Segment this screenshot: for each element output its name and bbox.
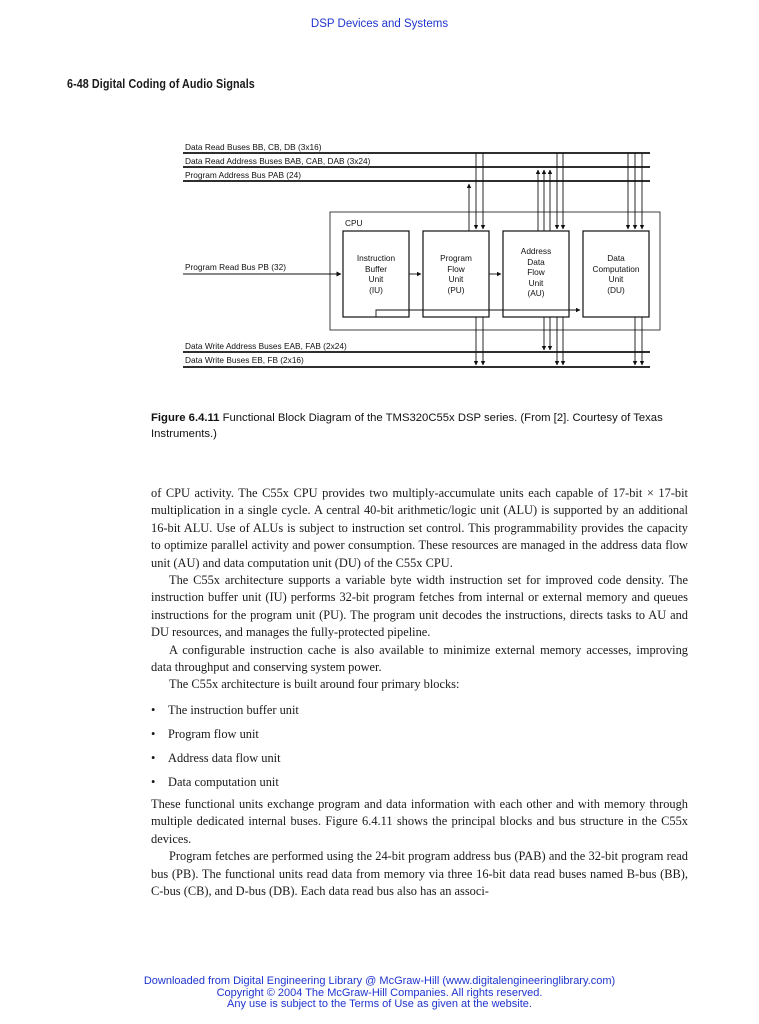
paragraph: A configurable instruction cache is also available to minimize external memory accesses, improving data throughput and conserving system power.: [151, 642, 688, 675]
paragraph: of CPU activity. The C55x CPU provides two multiply-accumulate units each capable of 17-bit × 17-bit multiplication in a single cycle. A central 40-bit arithmetic/logic unit (ALU) is supported by an additional 16-bit ALU. Use of ALUs is subject to instruction set control. This programmability provides the capacity to optimize parallel activity and power consumption. These resources are managed in the address data flow unit (AU) and data computation unit (DU) of the C55x CPU.: [151, 486, 688, 570]
footer-line[interactable]: Downloaded from Digital Engineering Library @ McGraw-Hill (www.digitalengineeringlibrary.com): [143, 975, 616, 987]
list-item: • Program flow unit: [151, 726, 259, 741]
block-diagram: [0, 0, 759, 400]
block-diagram-drawing: [0, 0, 759, 400]
footer[interactable]: [0, 976, 759, 1011]
paragraph: The C55x architecture supports a variable byte width instruction set for improved code density. The instruction buffer unit (IU) performs 32-bit program fetches from internal or external memory and queues instructions for the program unit (PU). The program unit decodes the instructions, directs tasks to AU and DU resources, and manages the fully-protected pipeline.: [151, 573, 688, 640]
footer-line: Copyright © 2004 The McGraw-Hill Companies. All rights reserved.: [216, 986, 543, 999]
figure-caption: [151, 410, 688, 442]
unit-au-label: Address Data Flow Unit (AU): [520, 246, 552, 298]
label-cpu: CPU: [345, 218, 363, 228]
paragraph: These functional units exchange program and data information with each other and with memory through multiple dedicated internal buses. Figure 6.4.11 shows the principal blocks and bus structure in the C55x devices.: [151, 796, 688, 846]
figure-caption-text: Functional Block Diagram of the TMS320C55x DSP series. (From [2]. Courtesy of Texas Instruments.): [151, 412, 663, 440]
label-program-read-bus: Program Read Bus PB (32): [185, 262, 286, 272]
unit-du-label: Data Computation Unit (DU): [592, 253, 640, 295]
bullet-list: [151, 698, 688, 794]
label-data-read-address-buses: Data Read Address Buses BAB, CAB, DAB (3x24): [185, 156, 371, 166]
body-text: [151, 485, 688, 900]
footer-line: Any use is subject to the Terms of Use as given at the website.: [227, 998, 532, 1011]
label-data-write-address-buses: Data Write Address Buses EAB, FAB (2x24): [185, 341, 347, 351]
label-data-write-buses: Data Write Buses EB, FB (2x16): [185, 355, 304, 365]
unit-pu-label: Program Flow Unit (PU): [440, 253, 472, 295]
label-data-read-buses: Data Read Buses BB, CB, DB (3x16): [185, 142, 322, 152]
list-item: • The instruction buffer unit: [151, 702, 299, 717]
list-item: • Address data flow unit: [151, 750, 281, 765]
top-link[interactable]: DSP Devices and Systems: [310, 18, 449, 30]
label-program-address-bus: Program Address Bus PAB (24): [185, 170, 302, 180]
figure-caption-label: Figure 6.4.11: [151, 412, 220, 424]
paragraph: Program fetches are performed using the 24-bit program address bus (PAB) and the 32-bit program read bus (PB). The functional units read data from memory via three 16-bit data read buses named B-bus (BB), C-bus (CB), and D-bus (DB). Each data read bus also has an associ-: [151, 849, 688, 898]
list-item: • Data computation unit: [151, 774, 279, 789]
unit-iu-label: Instruction Buffer Unit (IU): [356, 253, 396, 295]
paragraph: The C55x architecture is built around four primary blocks:: [169, 677, 460, 692]
running-head: 6-48 Digital Coding of Audio Signals: [67, 77, 255, 91]
